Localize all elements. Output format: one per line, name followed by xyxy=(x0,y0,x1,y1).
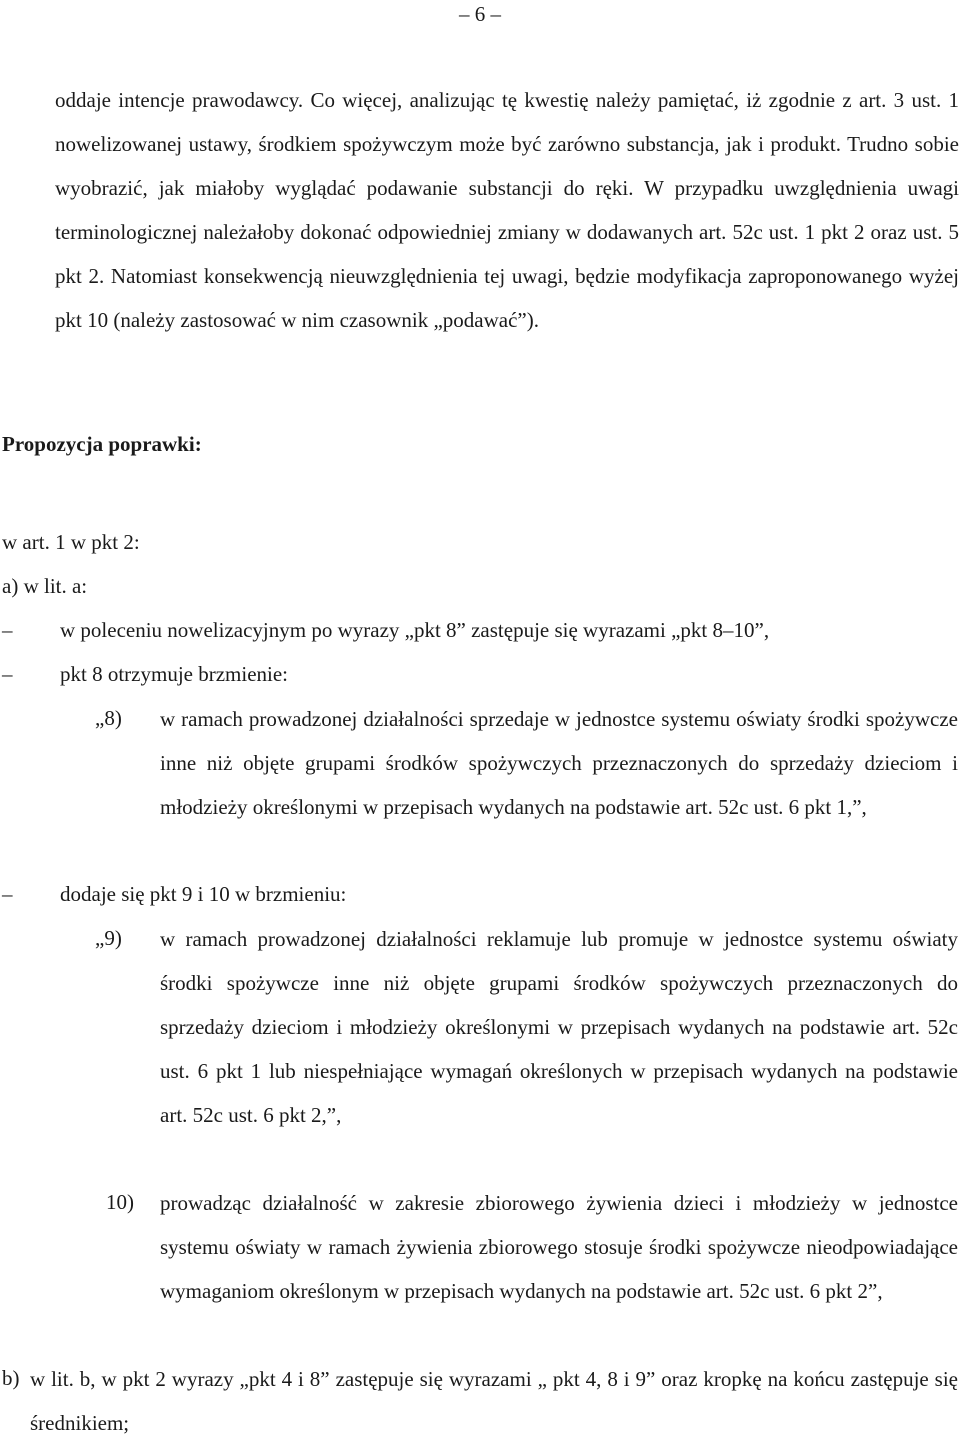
dash-marker: – xyxy=(2,662,13,686)
dash-item-text: dodaje się pkt 9 i 10 w brzmieniu: xyxy=(60,882,347,906)
item-number: „8) xyxy=(95,706,122,730)
lit-a-label: a) w lit. a: xyxy=(2,574,88,598)
item-number: 10) xyxy=(106,1190,134,1214)
section-heading: Propozycja poprawki: xyxy=(2,432,202,456)
lit-b-text: w lit. b, w pkt 2 wyrazy „pkt 4 i 8” zastępuje się wyrazami „ pkt 4, 8 i 9” oraz kropkę na końcu zastępuje się średnikiem; xyxy=(30,1367,958,1435)
item-text: w ramach prowadzonej działalności reklamuje lub promuje w jednostce systemu oświaty środki spożywcze inne niż objęte grupami środków spożywczych przeznaczonych do sprzedaży dzieciom i młodzieży określonymi w przepisach wydanych na podstawie art. 52c ust. 6 pkt 1 lub niespełniające wymagań określonych w przepisach wydanych na podstawie art. 52c ust. 6 pkt 2,”, xyxy=(160,927,958,1127)
item-text: prowadząc działalność w zakresie zbiorowego żywienia dzieci i młodzieży w jednostce systemu oświaty w ramach żywienia zbiorowego stosuje środki spożywcze nieodpowiadające wymaganiom określonym w przepisach wydanych na podstawie art. 52c ust. 6 pkt 2”, xyxy=(160,1191,958,1303)
art-reference: w art. 1 w pkt 2: xyxy=(2,530,140,554)
dash-marker: – xyxy=(2,618,13,642)
item-number: „9) xyxy=(95,926,122,950)
intro-paragraph: oddaje intencje prawodawcy. Co więcej, analizując tę kwestię należy pamiętać, iż zgodnie z art. 3 ust. 1 nowelizowanej ustawy, środkiem spożywczym może być zarówno substancja, jak i produkt. Trudno sobie wyobrazić, jak miałoby wyglądać podawanie substancji do ręki. W przypadku uwzględnienia uwagi terminologicznej należałoby dokonać odpowiedniej zmiany w dodawanych art. 52c ust. 1 pkt 2 oraz ust. 5 pkt 2. Natomiast konsekwencją nieuwzględnienia tej uwagi, będzie modyfikacja zaproponowanego wyżej pkt 10 (należy zastosować w nim czasownik „podawać”). xyxy=(55,88,959,332)
page-number: – 6 – xyxy=(459,2,501,26)
lit-b-label: b) xyxy=(2,1366,20,1390)
item-text: w ramach prowadzonej działalności sprzedaje w jednostce systemu oświaty środki spożywcze inne niż objęte grupami środków spożywczych przeznaczonych do sprzedaży dzieciom i młodzieży określonymi w przepisach wydanych na podstawie art. 52c ust. 6 pkt 1,”, xyxy=(160,707,958,819)
dash-item-text: pkt 8 otrzymuje brzmienie: xyxy=(60,662,289,686)
dash-marker: – xyxy=(2,882,13,906)
dash-item-text: w poleceniu nowelizacyjnym po wyrazy „pkt 8” zastępuje się wyrazami „pkt 8–10”, xyxy=(60,618,770,642)
